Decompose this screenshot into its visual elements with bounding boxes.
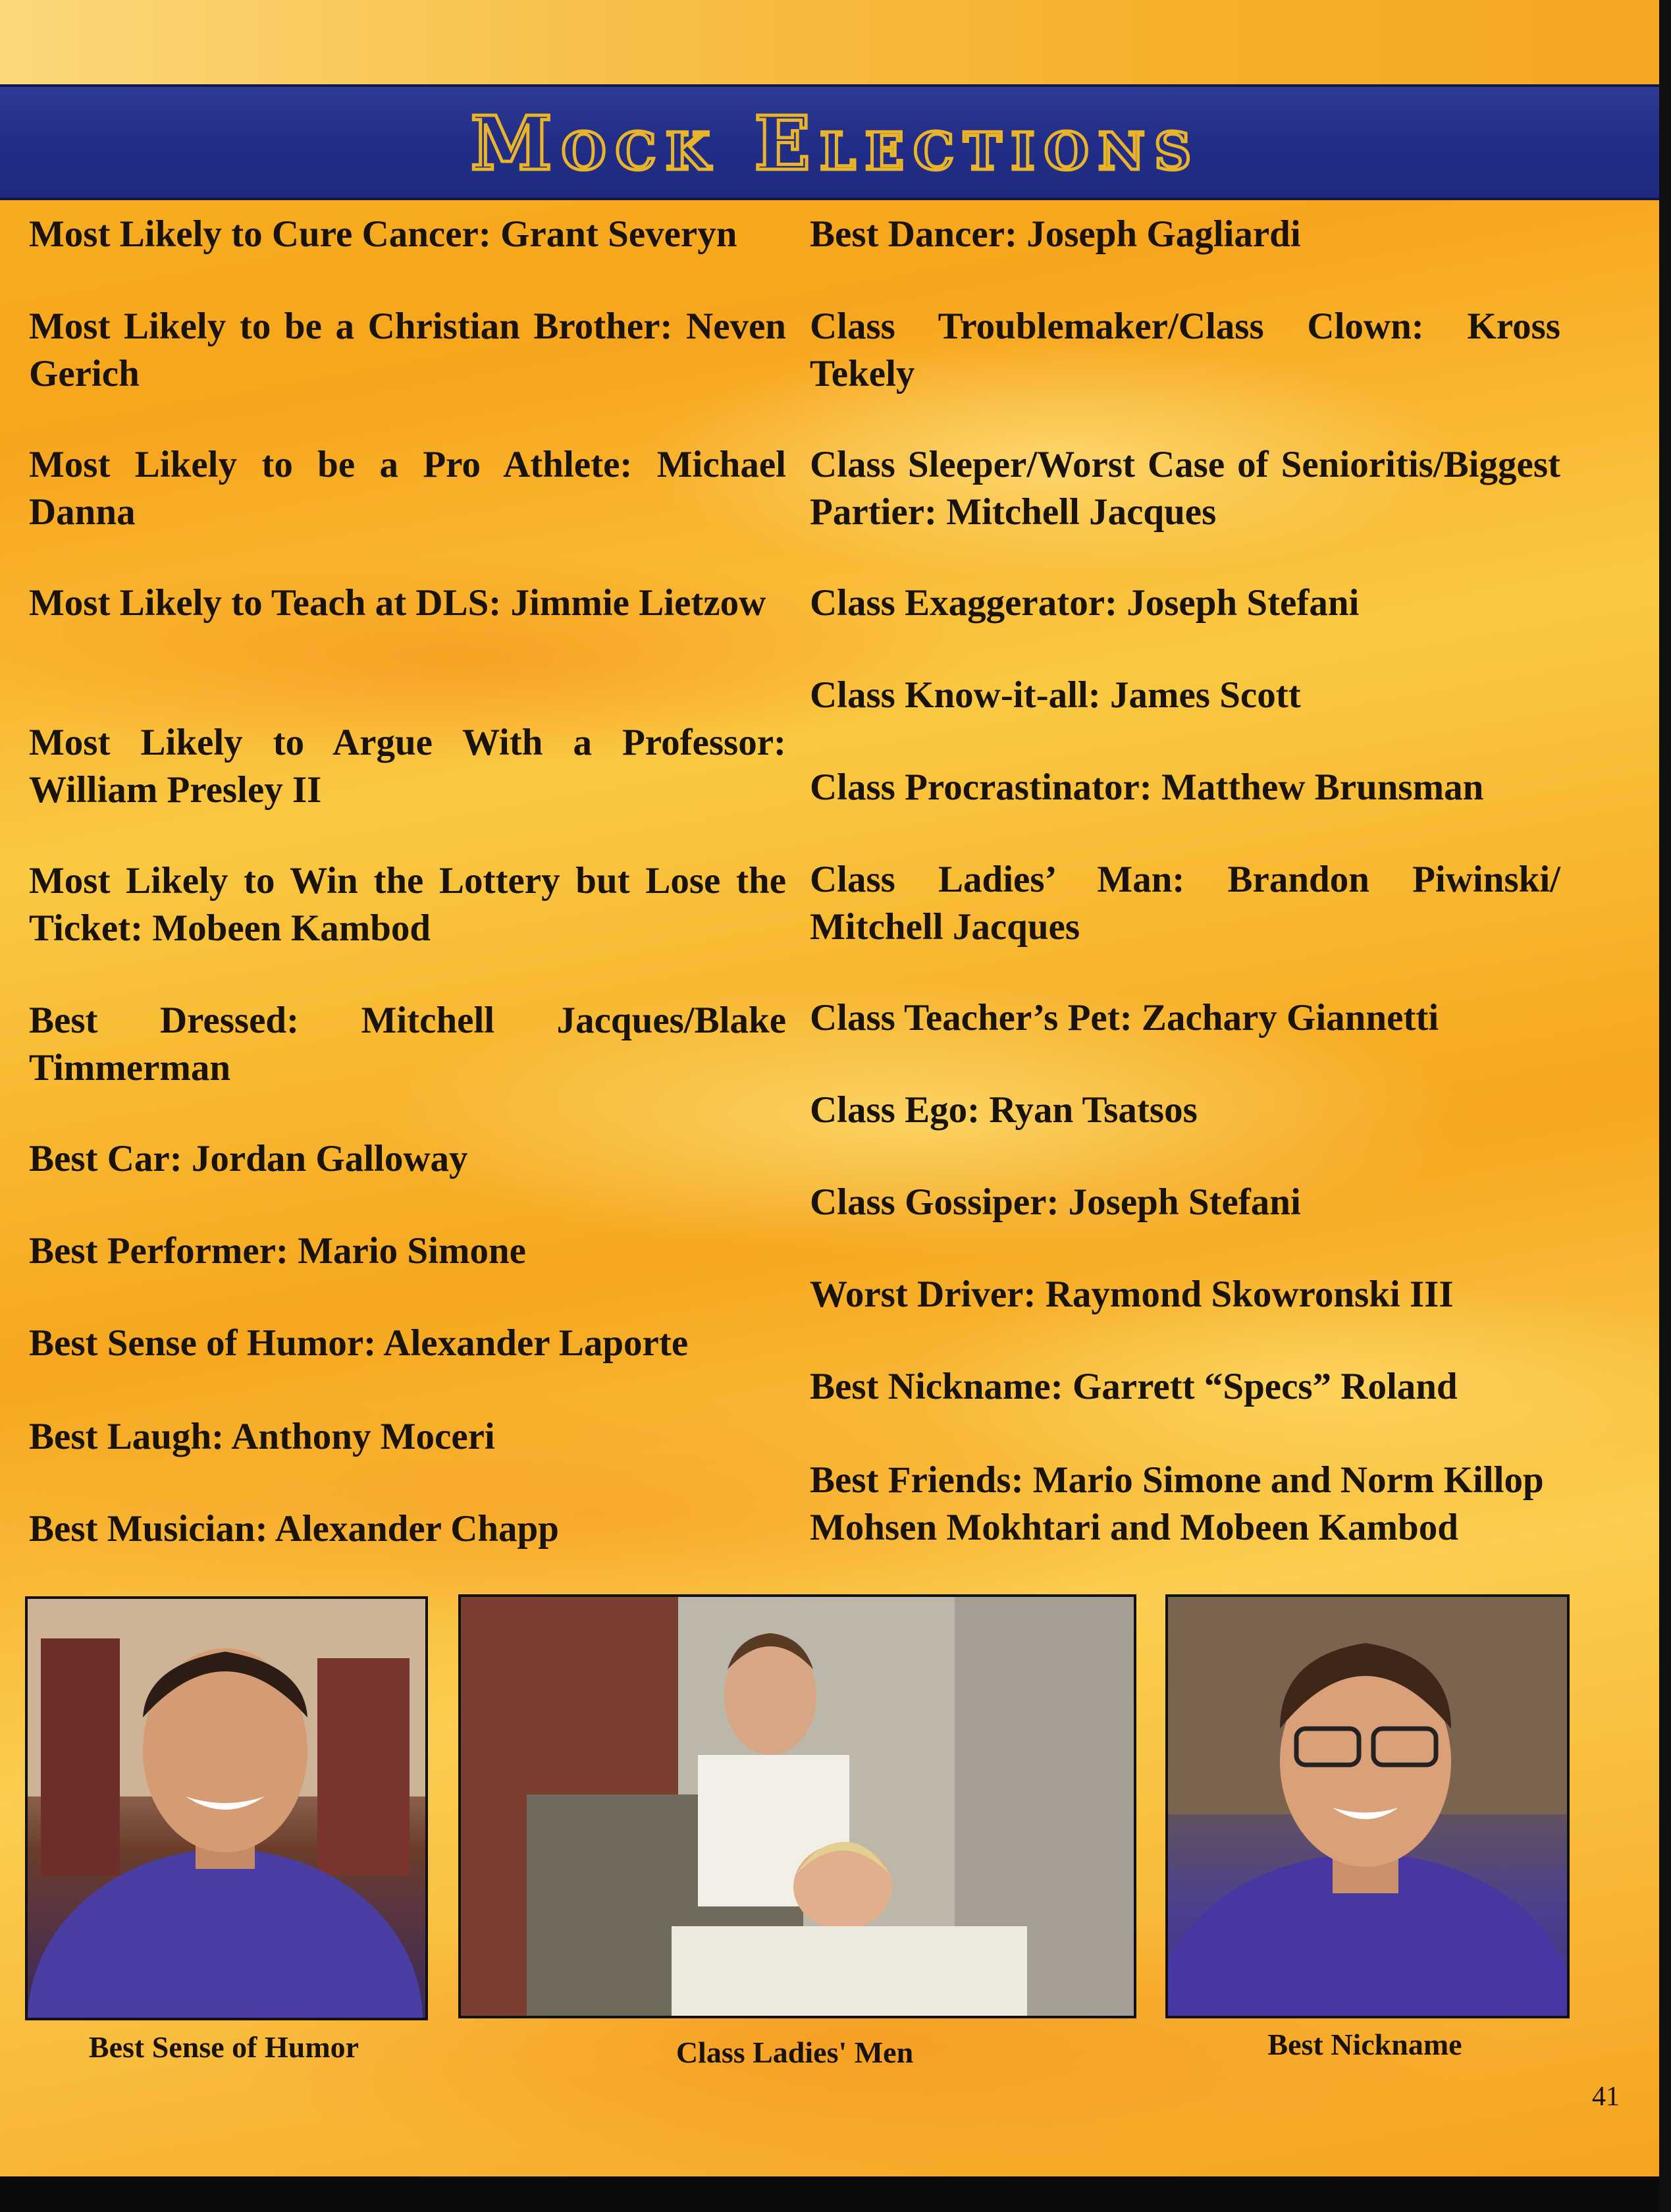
award-entry: Best Friends: Mario Simone and Norm Killop Mohsen Mokhtari and Mobeen Kambod — [810, 1459, 1544, 1548]
photo-class-ladies-men — [458, 1594, 1136, 2018]
award-entry: Class Procrastinator: Matthew Brunsman — [810, 767, 1484, 808]
award-entry: Class Teacher’s Pet: Zachary Giannetti — [810, 997, 1439, 1039]
award-entry: Worst Driver: Raymond Skowronski III — [810, 1274, 1454, 1315]
bottom-edge — [0, 2176, 1671, 2212]
photo-best-sense-of-humor — [25, 1596, 428, 2020]
award-entry: Class Exaggerator: Joseph Stefani — [810, 582, 1360, 624]
photo-caption: Class Ladies' Men — [676, 2036, 914, 2069]
right-edge — [1659, 0, 1671, 2212]
award-entry: Class Gossiper: Joseph Stefani — [810, 1181, 1301, 1223]
portrait-illustration — [28, 1599, 425, 2018]
title-banner — [0, 84, 1671, 200]
award-entry: Class Ladies’ Man: Brandon Piwinski/ Mitchell Jacques — [810, 859, 1560, 948]
page-title: Mock Elections — [470, 100, 1201, 187]
award-entry: Best Performer: Mario Simone — [29, 1230, 526, 1272]
award-entry: Most Likely to Win the Lottery but Lose the Ticket: Mobeen Kambod — [29, 860, 786, 949]
award-entry: Most Likely to Teach at DLS: Jimmie Lietzow — [29, 582, 766, 624]
award-entry: Most Likely to Argue With a Professor: William Presley II — [29, 722, 786, 811]
award-entry: Class Troublemaker/Class Clown: Kross Tekely — [810, 306, 1560, 394]
group-photo-illustration — [461, 1597, 1134, 2016]
photo-caption: Best Sense of Humor — [88, 2030, 359, 2064]
award-entry: Best Dancer: Joseph Gagliardi — [810, 213, 1301, 255]
award-entry: Best Sense of Humor: Alexander Laporte — [29, 1322, 689, 1364]
photo-best-nickname — [1165, 1594, 1570, 2018]
award-entry: Class Know-it-all: James Scott — [810, 674, 1301, 716]
award-entry: Best Dressed: Mitchell Jacques/Blake Timmerman — [29, 1000, 786, 1089]
award-entry: Most Likely to be a Pro Athlete: Michael Danna — [29, 444, 786, 533]
award-entry: Best Car: Jordan Galloway — [29, 1138, 468, 1179]
award-entry: Best Laugh: Anthony Moceri — [29, 1416, 495, 1457]
portrait-illustration — [1168, 1597, 1567, 2016]
top-paint-strip — [0, 0, 1671, 84]
award-entry: Class Ego: Ryan Tsatsos — [810, 1089, 1198, 1131]
page-number: 41 — [1592, 2082, 1620, 2112]
award-entry: Class Sleeper/Worst Case of Senioritis/Biggest Partier: Mitchell Jacques — [810, 444, 1560, 533]
award-entry: Best Musician: Alexander Chapp — [29, 1508, 559, 1550]
award-entry: Most Likely to Cure Cancer: Grant Severyn — [29, 213, 737, 255]
award-entry: Most Likely to be a Christian Brother: Neven Gerich — [29, 306, 786, 394]
photo-caption: Best Nickname — [1267, 2028, 1462, 2061]
award-entry: Best Nickname: Garrett “Specs” Roland — [810, 1366, 1458, 1407]
